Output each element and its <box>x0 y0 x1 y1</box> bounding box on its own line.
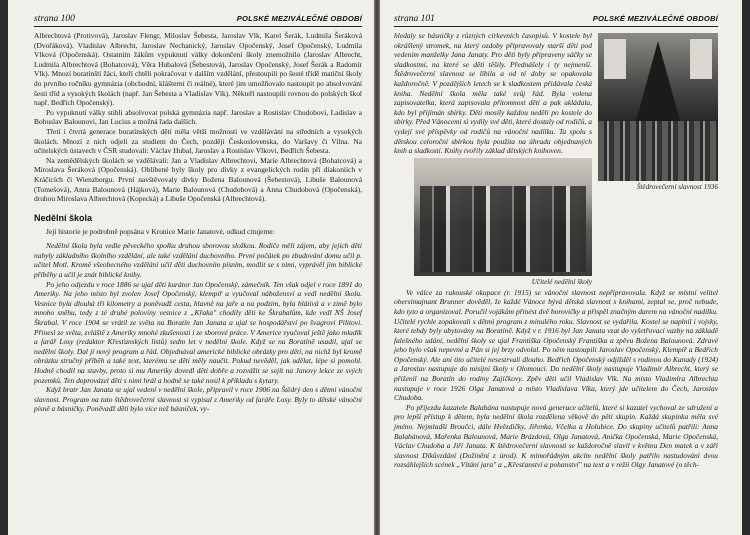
crowd <box>598 121 718 181</box>
christmas-tree <box>636 41 680 121</box>
left-page <box>8 0 374 535</box>
quote-paragraph: Po příjezdu kazatele Balabána nastupuje nová generace učitelů, které si kazatel vychoval ze sdružení a pro lepší přístup k dětem, byla nedělní škola rozdělena věkově do pěti skupin. Každá skupinka měla své jméno. Nejmladší Broučci, dále Hvězdičky, Jiřenka, Včelka a Holubice. Do skupiny učitelů patřili: Anna Balabánová, Mařenka Balounová, Marie Brázdová, Olga Janatová, Anička Opočenská, Marie Opočenská, Václav Chudoba a Jiří Janata. K štědrovečerní slavnosti se každoročně slavil v květnu Den matek a v září slavnost Díkůvzdání (Dožínění z úrod). K mimořádným akcím nedělní školy patřilo nastudování dvou rozsáhlejších scének „Vítání jara" a „Křesťanství a pohanství" na text a v režii Olgy Janatové (o těch- <box>394 402 718 470</box>
photo-caption: Učitelé nedělní školy <box>531 277 592 286</box>
quote-paragraph: Nedělní škola byla vedle pěveckého spolku druhou sborovou složkou. Rodiče měli zájem, aby jejich děti nabyly základního školního vzdělání, ale také vzdělání duchovního. První počátek po zbudování domu učil p. učitel Motl. Kromě všeobecného vzdělání učil děti duchovním písním, modlit se s nimi, vyprávěl jim biblické příběhy a učil je znát biblické knihy. <box>34 241 362 280</box>
paragraph: Třetí i čtvrtá generace boratínských dětí měla větší možnosti ve vzdělávání na středních a vysokých školách. Mnozí z nich odjeli za studiem do Čech, později Československa, do Varšavy či Vilna. Na učitelských ústavech v ČSR studovali: Václav Hubal, Jaroslav a Rostislav Vlkovi, Bedřich Šebesta. <box>34 126 362 156</box>
quote-paragraph: Ve válce za rakouské okupace (r. 1915) se vánoční slavnost nepřipravovala. Když se místní velitel obersimajnant Brunner dověděl, že každé Vánoce bývá dětská slavnost s knihami, zeptal se, proč nebude, kdo tyto a organizoval. Poručil vojákům přinést dvě borovičky a přispěl značným darem na vánoční nadílku. Učitelé rychle zopakovali s dětmi program z minulého roku. Slavnost se vydařila. Kostel se naplnil i vojsky, které tehdy byly ubytovány na Boratíně. Když v r. 1916 byl Jan Janata vzat do vyšetřovací vazby na základě falešného udání, nedělní školy se ujal Františka Opočenský Františka a zpěvu Božena Balounová. Zdravé jeho bylo však nepevné a Pán si jej brzy odvolal. Po něm nastoupili Jaroslav Opočenský, Klempíř a Bedřich Opočenský. Ale ani tito učitelé nesestrvali dlouho. Bedřich Opočenský odjížděl s rodinou do Kanady (1924) a Jaroslav nastupuje do misijní školy v Olomouci. Do nedělní školy nastupuje Vladimír Albrecht, který se přiženil na Boratín do rodiny Zajíčkovy. Zpěv děti učil Vladislav Vlk. Na místo Vladimíra Albrechta nastupuje v roce 1926 Olga Janatová a místo Vladislava Vlka, který jde učitelem do Čech, Jaroslav Chudoba. <box>394 287 718 403</box>
intro-line: Její historie je podrobně popsána v Kronice Marie Janatové, odkud citujeme: <box>46 226 275 236</box>
teachers-photo-figure <box>414 158 592 286</box>
left-running-head <box>34 14 362 27</box>
left-page-number: strana 100 <box>34 14 75 24</box>
group-of-people <box>420 186 586 272</box>
left-running-title: POLSKÉ MEZIVÁLEČNÉ OBDOBÍ <box>236 14 362 23</box>
christmas-photo <box>598 33 718 181</box>
right-page-number: strana 101 <box>394 14 435 24</box>
christmas-photo-figure <box>598 33 718 191</box>
photo-caption: Štědrovečerní slavnost 1936 <box>636 183 718 191</box>
paragraph: Po vypuknutí války stihli absolvovat polská gymnázia např. Jaroslav a Rostislav Chudobovi, Ladislav a Bohuslav Balounovi, Jan Lucius a možná řada dalších. <box>34 107 362 127</box>
church-window <box>604 39 626 79</box>
right-running-title: POLSKÉ MEZIVÁLEČNÉ OBDOBÍ <box>592 14 718 23</box>
quote-paragraph: Když bratr Jan Janata se ujal vedení v nedělní škole, připravil v roce 1906 na Štědrý den s dětmi vánoční slavnost. Program na tuto štědrovečerní slavnost si vypisal z Ameriky od faráře Losy. Byly to dětské vánoční písně a básničky. Poněvadž děti bylo více než básniček, vy- <box>34 385 362 414</box>
paragraph: Albrechtová (Protivová), Jaroslav Flengr, Miloslav Šebesta, Jaroslav Vlk, Karel Šerák, Ludmila Šeráková (Dvořáková). Vladislav Albrecht, Jaroslav Nechanický, Jaroslav Opočenský, Josef Opočenský, Ludmila Vlková (Opočenská). Ostatním žákům vypuknutí války dokončení školy znemožnilo (Jaroslav Albrecht, Ludmila Albrechtová (Bohatcová), Věra Hubalová (Šebestová), Jaroslav Opočenský, Josef Šerák a Radomír Vlk). Mnozí boratínští žáci, kteří chtěli pokračovat v dalším vzdělání, přestoupili po šesté třídě matiční školy do prvního ročníku gymnázia (obchodní, klášterní či reálné), které jim umožňovalo nastoupit po absolvování šesti tříd a vysokých školách (např. Jan Šebesta a Vladislav Vlk). Někteří nastoupili rovnou do polských škol např. Bedřich Opočenský). <box>34 31 362 108</box>
church-window <box>690 39 712 79</box>
teachers-photo <box>414 158 592 276</box>
quote-paragraph: hledaly se básničky z různých církevních časopisů. V kostele byl okrášlený stromek, na který ozdoby připravovaly starší děti pod vedením manželky Jana Janaty. Pro děti byly připraveny sáčky se sladkostmi, na které se děti těšily. Přednášely i ty nejmenší. Štědrovečerní slavnost se líbila a od té doby se opakovala každoročně. V pozdějších letech se k sladkostem přidávala česká kniha. Nedělní škola měla také svůj řád. Byla volena zapisovatelka, která zapisovala přítomnost dětí a pak ukládala, kdo byl přijímán sbírky. Děti mosíly každou neděli po kostele do sbírky. Před Vánocemi si vydily své děti, které dostaly od rodičů, a vydejí své příspěvky od rodičů na vánoční nadílku. Ta spolu s dětskou celoroční sbírkou byla použita na úhradu objednaných knih a sladkostí. Knihy tvořily základ dětských knihoven. <box>394 31 593 156</box>
right-running-head <box>394 14 718 27</box>
paragraph: Na zemědělských školách se vzdělávali: Jan a Vladislav Albrechtovi, Marie Albrechtová (Bohatcová) a Miroslava Šeráková (Opočenská). Oblíbené byly školy pro dívky z evangelických rodin při diakoniích v Kráčicích či Wienzborgu. První navštěvovaly dívky Božena Balounová (Šebestová), Libuše Balounová (Tomešová), Anna Balounová (Hájková), Marie Balounová (Chudobová) a Anna Chudobová (Opočenská), druhou Miroslava Albrechtová (Kopecká) a Libuše Opočenská (Albrechtová). <box>34 155 362 204</box>
quote-paragraph: Po jeho odjezdu v roce 1886 se ujal děti kurátor Jan Opočenský, zámečník. Ten však odjel v roce 1891 do Ameriky. Na jeho místo byl zvolen Josef Opočenský, klempíř a vyučoval nábožensví a vedl nedělní školu. Vesnice byla dlouhá tři kilometry a poněvadž cesta, hlavně na jaře a na podzim, byla blátivá a v zimě bylo mnoho sněhu, tedy z té druhé poloviny vesnice z „Křaka" chodily děti ke Škrabalům, kde vedl NŠ Josef Škrabal. V roce 1904 se vrátil ze světa na Boratín Jan Janata a ujal se hospodářství po švagrovi Pilitovi. Přinesl ze světa, zvláště z Ameriky mnohé zkušenosti i ze sborové práce. V Americe vyučoval ještě jako mladík a farář Losy (redaktor Křesťanských listů) sedm let v nedělní škole. Když se na Boratíně usadil, ujal se nedělní školy. Dal jí nový program a řád. Objednával americké biblické obrázky pro děti, na nichž byl kromě obrázku stručný příběh a také text, kterému se děti měly naučit. Pokud nevěděl, jak udělat, lépe si pomohl. Hodně chodil na stavby, proto si mu Ameriky dovedl děti dobře a rozvážit se sejít na Janovy lekce ze svých pozemků. Ten doprovázel děti s nimi hrál a hodně se také nosil k příkladu s kytary. <box>34 279 362 385</box>
right-page <box>380 0 742 535</box>
section-heading: Nedělní škola <box>34 212 93 223</box>
